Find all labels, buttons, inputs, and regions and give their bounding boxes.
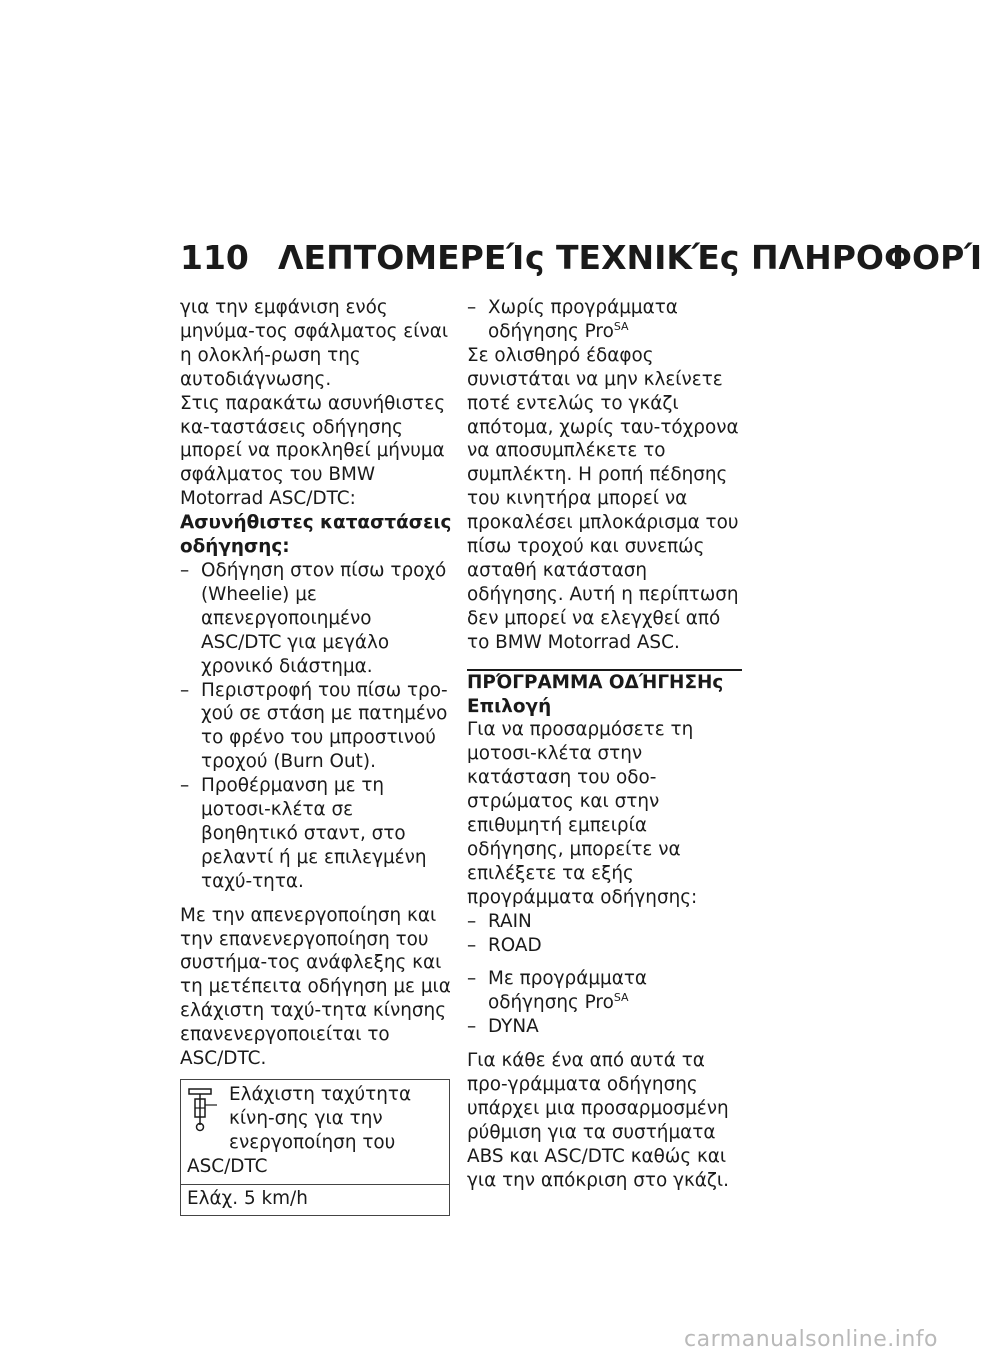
list-item [180,679,452,775]
paragraph: Στις παρακάτω ασυνήθιστες κα-ταστάσεις οδήγησης μπορεί να προκληθεί μήνυμα σφάλματος του BMW Motorrad ASC/DTC: [180,392,446,510]
section-title: ΠΡΌΓΡΑΜΜΑ ΟΔΉΓΗΣΗς [467,671,724,693]
subheading-unusual-situations: Ασυνήθιστες καταστάσεις οδήγησης: [180,512,452,558]
mode-rain: RAIN [488,910,532,932]
dash-bullet: – [467,1016,477,1038]
page-header [180,238,983,288]
list-item-text: Οδήγηση στον πίσω τροχό (Wheelie) με απενεργοποιημένο ASC/DTC για μεγάλο χρονικό διάστημα. [201,559,447,677]
watermark-logo: carmanualsonline.info [684,1327,938,1352]
list-item [467,910,742,934]
dash-bullet: – [467,297,477,318]
list-item [467,967,742,1015]
list-item-text: Χωρίς προγράμματα οδήγησης Pro [488,297,678,342]
spec-value: Ελάχ. 5 km/h [187,1187,308,1209]
spec-table [180,1079,450,1216]
paragraph: Με την απενεργοποίηση και την επανενεργοποίηση του συστήμα-τος ανάφλεξης και τη μετέπειτα οδήγηση με μια ελάχιστη ταχύ-τητα κίνησης επανενεργοποιείται το ASC/DTC. [180,904,451,1070]
mode-road: ROAD [488,934,542,956]
left-column [180,296,452,1216]
list-item [467,934,742,958]
spec-value-cell [181,1184,449,1215]
mode-dyna: DYNA [488,1016,539,1038]
list-item [467,1015,742,1039]
paragraph: Για να προσαρμόσετε τη μοτοσι-κλέτα στην κατάσταση του οδο-στρώματος και στην επιθυμητή εμπειρία οδήγησης, μπορείτε να επιλέξετε τα εξής προγράμματα οδήγησης: [467,719,698,908]
list-item [467,296,742,344]
paragraph: Σε ολισθηρό έδαφος συνιστάται να μην κλείνετε ποτέ εντελώς το γκάζι απότομα, χωρίς ταυ-τόχρονα να αποσυμπλέκετε το συμπλέκτη. Η ροπή πέδησης του κινητήρα μπορεί να προκαλέσει μπλοκάρισμα του πίσω τροχού και συνεπώς ασταθή κατάσταση οδήγησης. Αυτή η περίπτωση δεν μπορεί να ελεγχθεί από το BMW Motorrad ASC. [467,344,739,653]
paragraph: Για κάθε ένα από αυτά τα προ-γράμματα οδήγησης υπάρχει μια προσαρμοσμένη ρύθμιση για τα συστήματα ABS και ASC/DTC καθώς και για την απόκριση στο γκάζι. [467,1050,730,1191]
list-item-text: Περιστροφή του πίσω τρο-χού σε στάση με πατημένο το φρένο του μπροστινού τροχού (Burn Out). [201,679,448,773]
dash-bullet: – [467,968,477,990]
sa-superscript: SA [613,991,629,1005]
dash-bullet: – [180,775,190,797]
dash-bullet: – [467,910,477,932]
list-item [180,774,452,894]
paragraph: για την εμφάνιση ενός μηνύμα-τος σφάλματος είναι η ολοκλή-ρωση της αυτοδιάγνωσης. [180,297,449,390]
speedometer-gauge-icon [187,1087,221,1133]
dash-bullet: – [180,679,190,701]
chapter-title: ΛΕΠΤΟΜΕΡΕΊς ΤΕΧΝΙΚΈς ΠΛΗΡΟΦΟΡΊ [278,238,983,277]
spec-label-cell [181,1080,449,1184]
dash-bullet: – [180,559,190,581]
subheading-selection: Επιλογή [467,695,552,717]
list-item-text: Προθέρμανση με τη μοτοσι-κλέτα σε βοηθητικό σταντ, στο ρελαντί ή με επιλεγμένη ταχύ-τητα. [201,775,427,892]
list-item [180,559,452,679]
page-number: 110 [180,238,249,277]
dash-bullet: – [467,934,477,956]
list-item-text: Με προγράμματα οδήγησης Pro [488,968,648,1014]
right-column [467,296,742,1193]
spec-label: Ελάχιστη ταχύτητα κίνη-σης για την ενεργοποίηση του ASC/DTC [187,1084,412,1177]
sa-superscript: SA [613,319,629,333]
